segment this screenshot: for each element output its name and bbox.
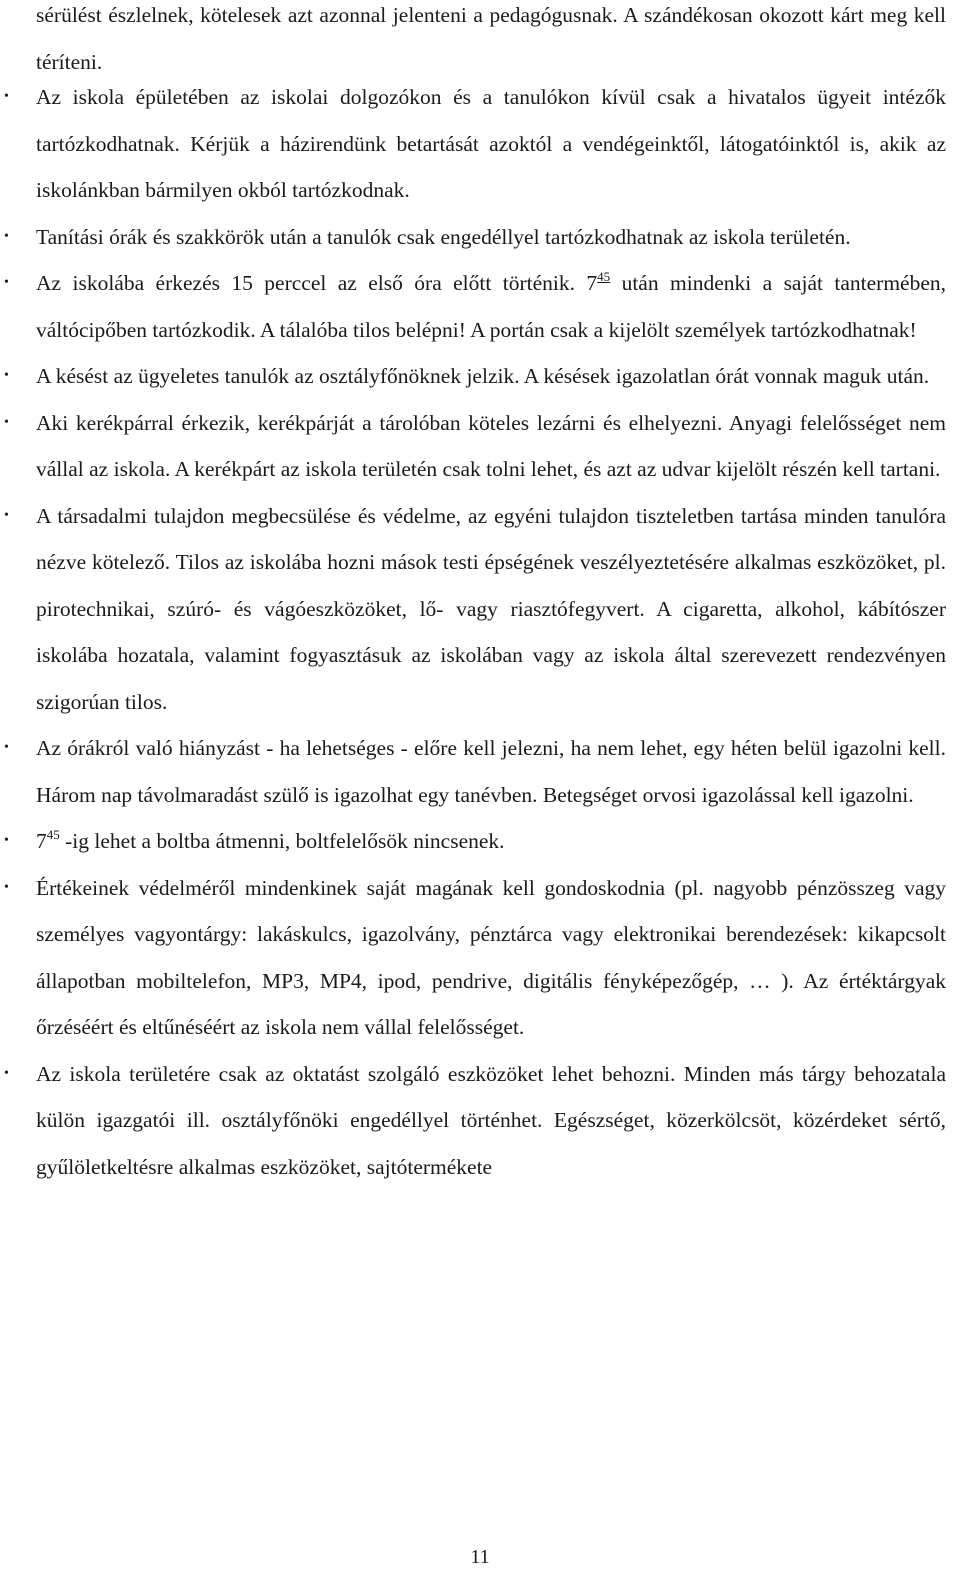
- rule-text: Aki kerékpárral érkezik, kerékpárját a tárolóban köteles lezárni és elhelyezni. Anyagi felelősséget nem vállal az iskola. A kerékpárt az iskola területén csak tolni lehet, és azt az udvar kijelölt részén kell tartani.: [36, 410, 946, 481]
- rule-item: [0, 818, 946, 865]
- time-superscript: 45: [46, 827, 60, 842]
- rule-text: Az iskola területére csak az oktatást szolgáló eszközöket lehet behozni. Minden más tárgy behozatala külön igazgatói ill. osztályfőnöki engedéllyel történhet. Egészséget, közerkölcsöt, közérdeket sértő, gyűlöletkeltésre alkalmas eszközöket, sajtótermékete: [36, 1061, 946, 1179]
- rule-item: [0, 353, 946, 400]
- intro-paragraph: sérülést észlelnek, kötelesek azt azonnal jelenteni a pedagógusnak. A szándékosan okozott kárt meg kell téríteni.: [36, 3, 946, 74]
- bullet-icon: •: [4, 833, 9, 848]
- rule-text: után mindenki a saját tantermében, váltócipőben tartózkodik. A tálalóba tilos belépni! A portán csak a kijelölt személyek tartózkodhatnak!: [36, 271, 946, 342]
- bullet-icon: •: [4, 275, 9, 290]
- bullet-icon: •: [4, 228, 9, 244]
- rule-item: [0, 74, 946, 214]
- rule-item: [0, 493, 946, 726]
- rules-list: [0, 74, 946, 1190]
- bullet-icon: •: [4, 1065, 9, 1081]
- bullet-icon: •: [4, 879, 9, 895]
- time-superscript: 45: [597, 269, 611, 284]
- rule-item: [0, 725, 946, 818]
- rule-item: [0, 400, 946, 493]
- rule-item: [0, 865, 946, 1051]
- bullet-icon: •: [4, 368, 9, 383]
- rule-item: [0, 1051, 946, 1191]
- rule-text: A társadalmi tulajdon megbecsülése és védelme, az egyéni tulajdon tiszteletben tartása minden tanulóra nézve kötelező. Tilos az iskolába hozni mások testi épségének veszélyeztetésére alkalmas eszközöket, pl. pirotechnikai, szúró- és vágóeszközöket, lő- vagy riasztófegyvert. A cigaretta, alkohol, kábítószer iskolába hozatala, valamint fogyasztásuk az iskolában vagy az iskola által szerevezett rendezvényen szigorúan tilos.: [36, 503, 946, 714]
- rule-text: Értékeinek védelméről mindenkinek saját magának kell gondoskodnia (pl. nagyobb pénzösszeg vagy személyes vagyontárgy: lakáskulcs, igazolvány, pénztárca vagy elektronikai berendezések: kikapcsolt állapotban mobiltelefon, MP3, MP4, ipod, pendrive, digitális fényképezőgép, … ). Az értéktárgyak őrzéséért és eltűnéséért az iskola nem vállal felelősséget.: [36, 875, 946, 1039]
- rule-text: Tanítási órák és szakkörök után a tanulók csak engedéllyel tartózkodhatnak az iskola területén.: [36, 224, 851, 249]
- page-number: 11: [470, 1546, 490, 1568]
- bullet-icon: •: [4, 740, 9, 755]
- rule-text: Az iskolába érkezés 15 perccel az első óra előtt történik. 7: [36, 271, 598, 295]
- rule-item: [0, 214, 946, 261]
- rule-text: -ig lehet a boltba átmenni, boltfelelősök nincsenek.: [59, 829, 505, 853]
- bullet-icon: •: [4, 507, 9, 523]
- bullet-icon: •: [4, 414, 9, 430]
- rule-text: Az órákról való hiányzást - ha lehetséges - előre kell jelezni, ha nem lehet, egy héten belül igazolni kell. Három nap távolmaradást szülő is igazolhat egy tanévben. Betegséget orvosi igazolással kell igazolni.: [36, 736, 946, 807]
- rule-text: A késést az ügyeletes tanulók az osztályfőnöknek jelzik. A késések igazolatlan órát vonnak maguk után.: [36, 364, 930, 388]
- rule-text: Az iskola épületében az iskolai dolgozókon és a tanulókon kívül csak a hivatalos ügyeit intézők tartózkodhatnak. Kérjük a házirendünk betartását azoktól a vendégeinktől, látogatóinktól is, akik az iskolánkban bármilyen okból tartózkodnak.: [36, 85, 946, 202]
- bullet-icon: •: [4, 89, 9, 104]
- rule-text: 7: [36, 829, 47, 853]
- rule-item: [0, 260, 946, 353]
